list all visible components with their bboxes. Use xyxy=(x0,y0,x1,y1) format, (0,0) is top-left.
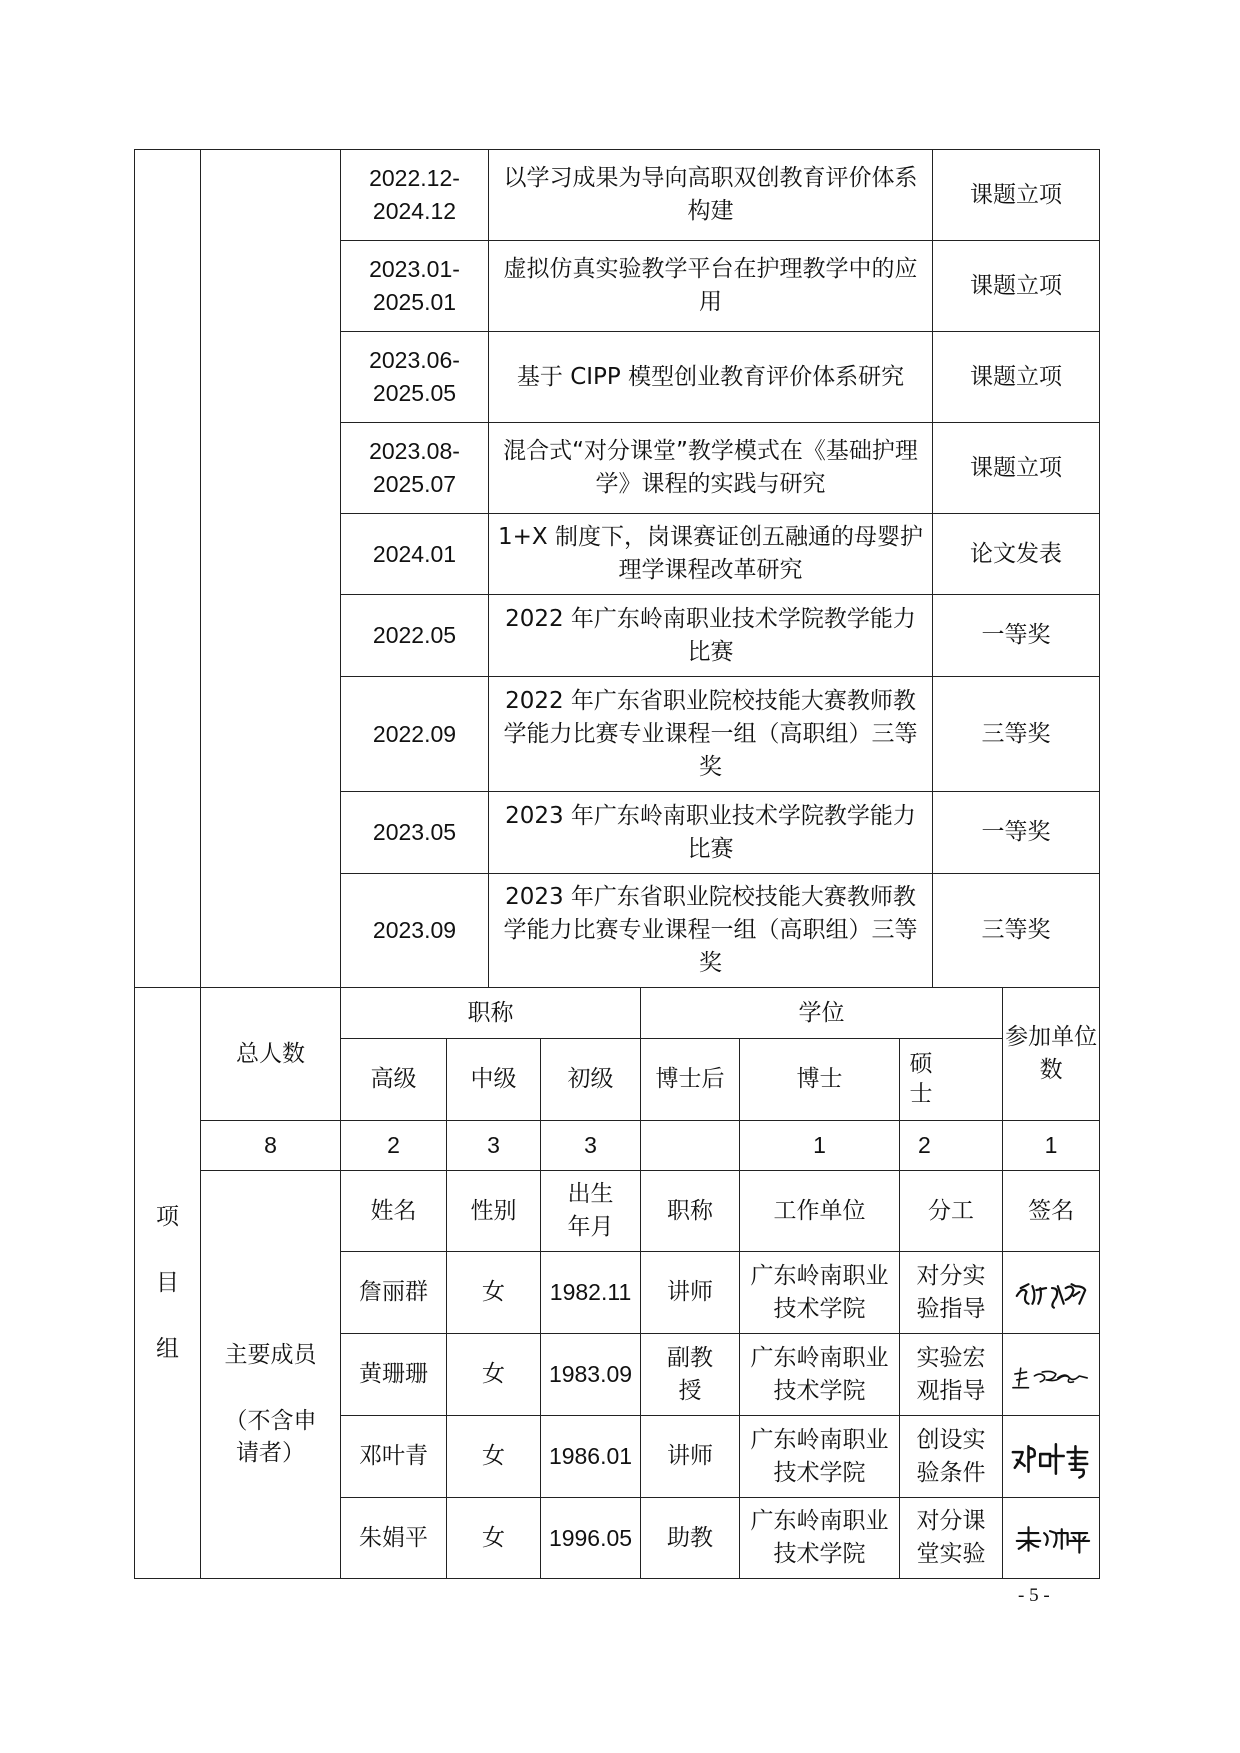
member-name: 邓叶青 xyxy=(341,1416,447,1498)
achievements-table xyxy=(134,149,1100,988)
members-label: 主要成员 （不含申请者） xyxy=(201,1171,341,1579)
signature-image xyxy=(1007,1511,1095,1565)
col-postdoc: 博士后 xyxy=(641,1039,740,1121)
count-postdoc xyxy=(641,1121,740,1171)
member-signature xyxy=(1003,1252,1100,1334)
member-title: 讲师 xyxy=(641,1252,740,1334)
header-signature: 签名 xyxy=(1003,1171,1100,1252)
record-type: 课题立项 xyxy=(933,332,1100,423)
count-master: 2 xyxy=(900,1121,1003,1171)
record-date: 2023.01- 2025.01 xyxy=(341,241,489,332)
record-date: 2022.09 xyxy=(341,677,489,792)
total-label: 总人数 xyxy=(201,988,341,1121)
record-title: 虚拟仿真实验教学平台在护理教学中的应用 xyxy=(489,241,933,332)
member-birth: 1982.11 xyxy=(541,1252,641,1334)
col-middle: 中级 xyxy=(447,1039,541,1121)
count-total: 8 xyxy=(201,1121,341,1171)
member-signature xyxy=(1003,1498,1100,1579)
record-date: 2024.01 xyxy=(341,514,489,595)
project-group-table xyxy=(134,987,1100,1579)
record-row xyxy=(135,150,1100,241)
col-senior: 高级 xyxy=(341,1039,447,1121)
record-type: 课题立项 xyxy=(933,150,1100,241)
units-header: 参加单位数 xyxy=(1003,988,1100,1121)
member-name: 朱娟平 xyxy=(341,1498,447,1579)
col-master-label: 硕士 xyxy=(909,1050,933,1107)
record-type: 课题立项 xyxy=(933,241,1100,332)
count-senior: 2 xyxy=(341,1121,447,1171)
member-role: 对分课堂实验 xyxy=(900,1498,1003,1579)
member-gender: 女 xyxy=(447,1498,541,1579)
count-middle: 3 xyxy=(447,1121,541,1171)
member-unit: 广东岭南职业技术学院 xyxy=(740,1252,900,1334)
record-date: 2022.12- 2024.12 xyxy=(341,150,489,241)
member-gender: 女 xyxy=(447,1252,541,1334)
record-type: 论文发表 xyxy=(933,514,1100,595)
member-title: 副教授 xyxy=(641,1334,740,1416)
record-date: 2023.05 xyxy=(341,792,489,874)
header-gender: 性别 xyxy=(447,1171,541,1252)
col-master xyxy=(900,1039,1003,1121)
record-title: 基于 CIPP 模型创业教育评价体系研究 xyxy=(489,332,933,423)
count-junior: 3 xyxy=(541,1121,641,1171)
header-birth: 出生年月 xyxy=(541,1171,641,1252)
member-title: 讲师 xyxy=(641,1416,740,1498)
member-birth: 1996.05 xyxy=(541,1498,641,1579)
record-title: 1+X 制度下，岗课赛证创五融通的母婴护理学课程改革研究 xyxy=(489,514,933,595)
member-unit: 广东岭南职业技术学院 xyxy=(740,1334,900,1416)
signature-image xyxy=(1007,1430,1095,1484)
member-birth: 1986.01 xyxy=(541,1416,641,1498)
signature-image xyxy=(1007,1266,1095,1320)
record-type: 一等奖 xyxy=(933,595,1100,677)
member-role: 创设实验条件 xyxy=(900,1416,1003,1498)
record-title: 2023 年广东岭南职业技术学院教学能力比赛 xyxy=(489,792,933,874)
record-title: 混合式“对分课堂”教学模式在《基础护理学》课程的实践与研究 xyxy=(489,423,933,514)
signature-image xyxy=(1007,1348,1095,1402)
header-title: 职称 xyxy=(641,1171,740,1252)
record-title: 2022 年广东岭南职业技术学院教学能力比赛 xyxy=(489,595,933,677)
count-phd: 1 xyxy=(740,1121,900,1171)
record-date: 2023.06- 2025.05 xyxy=(341,332,489,423)
record-title: 2022 年广东省职业院校技能大赛教师教学能力比赛专业课程一组（高职组）三等奖 xyxy=(489,677,933,792)
degree-header: 学位 xyxy=(641,988,1003,1039)
record-type: 三等奖 xyxy=(933,874,1100,988)
counts-row xyxy=(135,1121,1100,1171)
header-unit: 工作单位 xyxy=(740,1171,900,1252)
member-signature xyxy=(1003,1416,1100,1498)
member-role: 实验宏观指导 xyxy=(900,1334,1003,1416)
col-junior: 初级 xyxy=(541,1039,641,1121)
member-name: 詹丽群 xyxy=(341,1252,447,1334)
member-role: 对分实验指导 xyxy=(900,1252,1003,1334)
record-type: 三等奖 xyxy=(933,677,1100,792)
record-type: 一等奖 xyxy=(933,792,1100,874)
member-gender: 女 xyxy=(447,1416,541,1498)
header-name: 姓名 xyxy=(341,1171,447,1252)
record-date: 2023.08- 2025.07 xyxy=(341,423,489,514)
count-units: 1 xyxy=(1003,1121,1100,1171)
member-unit: 广东岭南职业技术学院 xyxy=(740,1498,900,1579)
record-title: 2023 年广东省职业院校技能大赛教师教学能力比赛专业课程一组（高职组）三等奖 xyxy=(489,874,933,988)
member-name: 黄珊珊 xyxy=(341,1334,447,1416)
record-title: 以学习成果为导向高职双创教育评价体系构建 xyxy=(489,150,933,241)
left-spacer-cell xyxy=(201,150,341,988)
record-date: 2023.09 xyxy=(341,874,489,988)
title-header: 职称 xyxy=(341,988,641,1039)
header-role: 分工 xyxy=(900,1171,1003,1252)
member-birth: 1983.09 xyxy=(541,1334,641,1416)
page-number: - 5 - xyxy=(1018,1585,1050,1606)
member-gender: 女 xyxy=(447,1334,541,1416)
record-type: 课题立项 xyxy=(933,423,1100,514)
member-title: 助教 xyxy=(641,1498,740,1579)
record-date: 2022.05 xyxy=(341,595,489,677)
project-group-label: 项 目 组 xyxy=(135,988,201,1579)
member-signature xyxy=(1003,1334,1100,1416)
left-spacer-cell xyxy=(135,150,201,988)
col-phd: 博士 xyxy=(740,1039,900,1121)
member-unit: 广东岭南职业技术学院 xyxy=(740,1416,900,1498)
